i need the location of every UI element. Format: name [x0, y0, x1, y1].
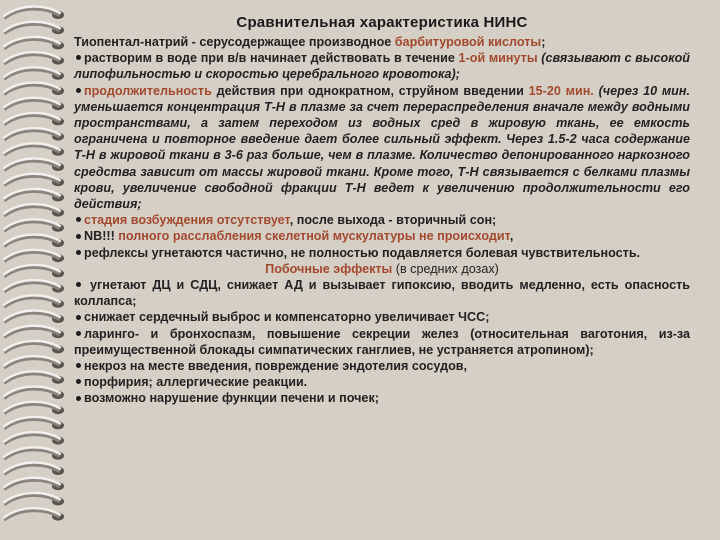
spiral-ring [4, 371, 64, 383]
list-item [74, 212, 690, 228]
side-effect-text: ларинго- и бронхоспазм, повышение секреции желез (относительная ваготония, из-за преимущественной блокады симпатических ганглиев, не устраняется атропином); [74, 326, 690, 357]
spiral-ring [4, 83, 64, 95]
intro-paragraph [74, 34, 690, 50]
spiral-ring [4, 265, 64, 277]
side-effect-text: угнетают ДЦ и СДЦ, снижает АД и вызывает гипоксию, вводить медленно, есть опасность коллапса; [74, 278, 690, 309]
side-effects-heading [74, 261, 690, 277]
spiral-ring [4, 447, 64, 459]
bullet-icon [76, 315, 81, 320]
list-item [74, 326, 690, 358]
item3-tail: , после выхода - вторичный сон; [289, 213, 497, 228]
spiral-ring [4, 143, 64, 155]
side-heading-tail: (в средних дозах) [392, 261, 499, 276]
spiral-ring [4, 341, 64, 353]
spiral-ring [4, 22, 64, 34]
spiral-ring [4, 402, 64, 414]
intro-lead: Тиопентал-натрий - серусодержащее производное [74, 35, 395, 49]
slide-page [74, 14, 690, 526]
spiral-ring [4, 98, 64, 110]
spiral-ring [4, 326, 64, 338]
spiral-ring [4, 235, 64, 247]
list-item [74, 358, 690, 374]
list-item [74, 374, 690, 390]
bullet-icon [76, 363, 81, 368]
item2-note: (через 10 мин. уменьшается концентрация Т-Н в плазме за счет перераспределения вначале между водными пространствами, а затем переходом из водных сред в жировую ткань, ее емкость ограничена и повторное введение дает более сильный эффект. Через 1.5-2 часа содержание Т-Н в жировой ткани в 3-6 раз больше, чем в плазме. Количество депонированного наркозного средства зависит от массы жировой ткани. Кроме того, Т-Н связывается с белками плазмы крови, увеличение свободной фракции Т-Н ведет к увеличению продолжительности его действия; [74, 83, 690, 212]
slide-content [74, 34, 690, 407]
intro-highlight: барбитуровой кислоты [394, 35, 542, 49]
spiral-ring [4, 387, 64, 399]
item2-highlight-1: продолжительность [84, 83, 212, 98]
spiral-ring [4, 356, 64, 368]
item5-text: рефлексы угнетаются частично, не полностью подавляется болевая чувствительность. [84, 245, 641, 260]
item1-note: (связывают с высокой липофильностью и скоростью церебрального кровотока); [74, 51, 690, 82]
spiral-ring [4, 204, 64, 216]
side-heading-highlight: Побочные эффекты [265, 261, 393, 276]
list-item [74, 228, 690, 244]
intro-tail: ; [541, 35, 546, 49]
bullet-icon [76, 217, 81, 222]
bullet-icon [76, 234, 81, 239]
bullet-icon [76, 250, 81, 255]
side-effect-text: порфирия; аллергические реакции. [84, 375, 308, 390]
bullet-icon [76, 396, 81, 401]
list-item [74, 83, 690, 213]
spiral-ring [4, 113, 64, 125]
item3-highlight: стадия возбуждения отсутствует [84, 213, 290, 228]
spiral-ring [4, 67, 64, 79]
spiral-ring [4, 493, 64, 505]
item4-text: NB!!! [84, 229, 119, 244]
bullet-icon [76, 379, 81, 384]
list-item [74, 309, 690, 325]
spiral-ring [4, 37, 64, 49]
spiral-ring [4, 7, 64, 19]
list-item [74, 390, 690, 406]
bullet-icon [76, 55, 81, 60]
spiral-ring [4, 219, 64, 231]
list-item [74, 245, 690, 261]
item2-highlight-2: 15-20 мин. [528, 83, 594, 98]
item1-highlight: 1-ой минуты [458, 51, 538, 66]
spiral-ring [4, 417, 64, 429]
item4-tail: , [509, 229, 514, 244]
spiral-ring [4, 311, 64, 323]
spiral-ring [4, 189, 64, 201]
side-effect-text: возможно нарушение функции печени и почек; [84, 391, 379, 406]
spiral-ring [4, 432, 64, 444]
spiral-ring [4, 159, 64, 171]
spiral-ring [4, 463, 64, 475]
item4-highlight: полного расслабления скелетной мускулатуры не происходит [118, 229, 510, 244]
item1-text: растворим в воде при в/в начинает действовать в течение [84, 51, 459, 66]
side-effect-text: снижает сердечный выброс и компенсаторно увеличивает ЧСС; [84, 310, 490, 325]
spiral-ring [4, 128, 64, 140]
list-item [74, 50, 690, 82]
spiral-ring [4, 478, 64, 490]
spiral-ring [4, 295, 64, 307]
spiral-ring [4, 508, 64, 520]
item2-text: действия при однократном, струйном введении [211, 83, 529, 98]
bullet-icon [76, 331, 81, 336]
spiral-binding-icon [0, 0, 72, 540]
spiral-ring [4, 174, 64, 186]
spiral-ring [4, 52, 64, 64]
bullet-icon [76, 282, 81, 287]
spiral-ring [4, 280, 64, 292]
list-item [74, 277, 690, 309]
side-effect-text: некроз на месте введения, повреждение эндотелия сосудов, [84, 359, 468, 374]
bullet-icon [76, 88, 81, 93]
page-title: Сравнительная характеристика НИНС [236, 14, 528, 31]
spiral-ring [4, 250, 64, 262]
